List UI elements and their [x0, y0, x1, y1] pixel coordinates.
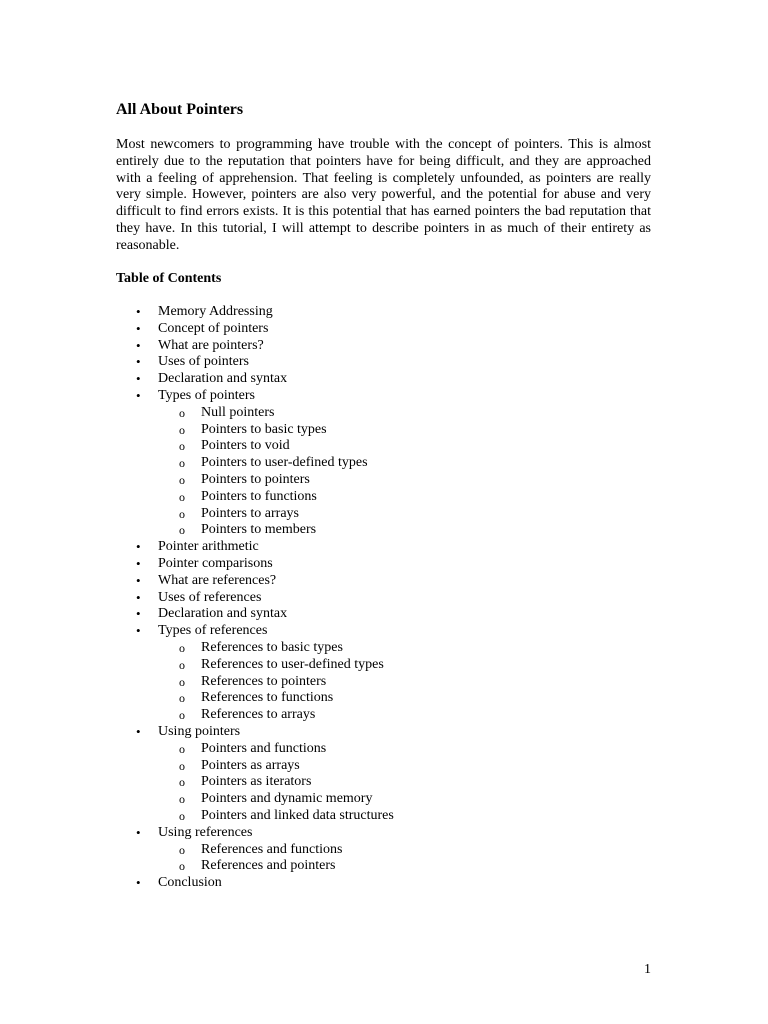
bullet-icon: •: [136, 387, 141, 403]
toc-item: [116, 556, 676, 573]
toc-subitem: [116, 741, 676, 758]
toc-item: [116, 825, 676, 842]
sub-bullet-icon: o: [179, 674, 185, 689]
toc-item-label: Pointers and dynamic memory: [201, 791, 373, 807]
table-of-contents-heading: Table of Contents: [116, 271, 222, 286]
toc-item-label: Pointers to pointers: [201, 471, 310, 487]
toc-item: [116, 539, 676, 556]
toc-item-label: Pointers to basic types: [201, 421, 327, 437]
sub-bullet-icon: o: [179, 859, 185, 874]
toc-item-label: Pointer comparisons: [158, 555, 273, 571]
toc-item-label: Pointers and linked data structures: [201, 807, 394, 823]
toc-item-label: References to arrays: [201, 707, 316, 723]
toc-item: [116, 304, 676, 321]
toc-item-label: Types of pointers: [158, 387, 256, 403]
toc-subitem: [116, 858, 676, 875]
sub-bullet-icon: o: [179, 842, 185, 857]
sub-bullet-icon: o: [179, 657, 185, 672]
table-of-contents-list: [116, 304, 676, 892]
toc-item-label: Pointers as iterators: [201, 774, 312, 790]
toc-subitem: [116, 791, 676, 808]
toc-item-label: Uses of references: [158, 589, 262, 605]
toc-subitem: [116, 506, 676, 523]
bullet-icon: •: [136, 555, 141, 571]
toc-subitem: [116, 489, 676, 506]
toc-item-label: Types of references: [158, 623, 268, 639]
bullet-icon: •: [136, 539, 141, 555]
bullet-icon: •: [136, 354, 141, 370]
bullet-icon: •: [136, 304, 141, 319]
bullet-icon: •: [136, 320, 141, 336]
toc-item-label: Using references: [158, 824, 253, 840]
toc-item-label: Memory Addressing: [158, 304, 273, 319]
bullet-icon: •: [136, 723, 141, 739]
toc-item: [116, 623, 676, 640]
toc-item: [116, 573, 676, 590]
toc-item-label: Pointers as arrays: [201, 757, 300, 773]
toc-subitem: [116, 640, 676, 657]
bullet-icon: •: [136, 337, 141, 353]
bullet-icon: •: [136, 572, 141, 588]
toc-item-label: References to functions: [201, 690, 334, 706]
toc-item-label: Pointers to void: [201, 438, 290, 454]
toc-item-label: References and pointers: [201, 858, 336, 874]
sub-bullet-icon: o: [179, 439, 185, 454]
toc-item-label: References to user-defined types: [201, 656, 384, 672]
toc-item: [116, 606, 676, 623]
toc-item-label: Conclusion: [158, 875, 222, 891]
sub-bullet-icon: o: [179, 808, 185, 823]
sub-bullet-icon: o: [179, 640, 185, 655]
toc-item-label: What are references?: [158, 572, 277, 588]
toc-subitem: [116, 522, 676, 539]
toc-item-label: Pointers and functions: [201, 740, 327, 756]
toc-subitem: [116, 472, 676, 489]
document-title: All About Pointers: [116, 101, 244, 118]
toc-subitem: [116, 808, 676, 825]
sub-bullet-icon: o: [179, 691, 185, 706]
bullet-icon: •: [136, 589, 141, 605]
toc-item-label: Declaration and syntax: [158, 606, 288, 622]
toc-item-label: Pointers to user-defined types: [201, 455, 368, 471]
bullet-icon: •: [136, 623, 141, 639]
toc-subitem: [116, 405, 676, 422]
toc-item: [116, 388, 676, 405]
sub-bullet-icon: o: [179, 775, 185, 790]
sub-bullet-icon: o: [179, 489, 185, 504]
toc-subitem: [116, 657, 676, 674]
toc-item-label: Pointer arithmetic: [158, 539, 259, 555]
page-number: 1: [644, 962, 651, 977]
sub-bullet-icon: o: [179, 758, 185, 773]
sub-bullet-icon: o: [179, 523, 185, 538]
toc-subitem: [116, 842, 676, 859]
toc-item-label: Concept of pointers: [158, 320, 269, 336]
toc-item-label: References to pointers: [201, 673, 327, 689]
intro-paragraph: Most newcomers to programming have trouble with the concept of pointers. This is almost entirely due to the reputation that pointers have for being difficult, and they are approached with a feeling of apprehension. That feeling is completely unfounded, as pointers are really very simple. However, pointers are also very powerful, and the potential for abuse and very difficult to find errors exists. It is this potential that has earned pointers the bad reputation that they have. In this tutorial, I will attempt to describe pointers in as much of their entirety as reasonable.: [116, 137, 651, 253]
sub-bullet-icon: o: [179, 506, 185, 521]
toc-item-label: Pointers to members: [201, 522, 317, 538]
toc-subitem: [116, 422, 676, 439]
toc-item: [116, 590, 676, 607]
toc-subitem: [116, 774, 676, 791]
toc-item-label: Uses of pointers: [158, 354, 249, 370]
toc-item-label: References and functions: [201, 841, 343, 857]
toc-item: [116, 338, 676, 355]
toc-item-label: Declaration and syntax: [158, 371, 288, 387]
toc-subitem: [116, 690, 676, 707]
sub-bullet-icon: o: [179, 792, 185, 807]
sub-bullet-icon: o: [179, 422, 185, 437]
toc-item-label: References to basic types: [201, 639, 343, 655]
toc-item: [116, 354, 676, 371]
toc-item-label: Pointers to arrays: [201, 505, 299, 521]
bullet-icon: •: [136, 875, 141, 891]
toc-item: [116, 371, 676, 388]
toc-item-label: What are pointers?: [158, 337, 264, 353]
toc-subitem: [116, 758, 676, 775]
toc-item-label: Pointers to functions: [201, 488, 317, 504]
toc-subitem: [116, 674, 676, 691]
toc-item-label: Null pointers: [201, 404, 275, 420]
toc-subitem: [116, 707, 676, 724]
toc-subitem: [116, 455, 676, 472]
toc-item: [116, 724, 676, 741]
sub-bullet-icon: o: [179, 741, 185, 756]
bullet-icon: •: [136, 824, 141, 840]
sub-bullet-icon: o: [179, 472, 185, 487]
toc-subitem: [116, 438, 676, 455]
bullet-icon: •: [136, 606, 141, 622]
toc-item-label: Using pointers: [158, 723, 241, 739]
toc-item: [116, 321, 676, 338]
sub-bullet-icon: o: [179, 405, 185, 420]
sub-bullet-icon: o: [179, 456, 185, 471]
sub-bullet-icon: o: [179, 708, 185, 723]
bullet-icon: •: [136, 371, 141, 387]
toc-item: [116, 875, 676, 892]
